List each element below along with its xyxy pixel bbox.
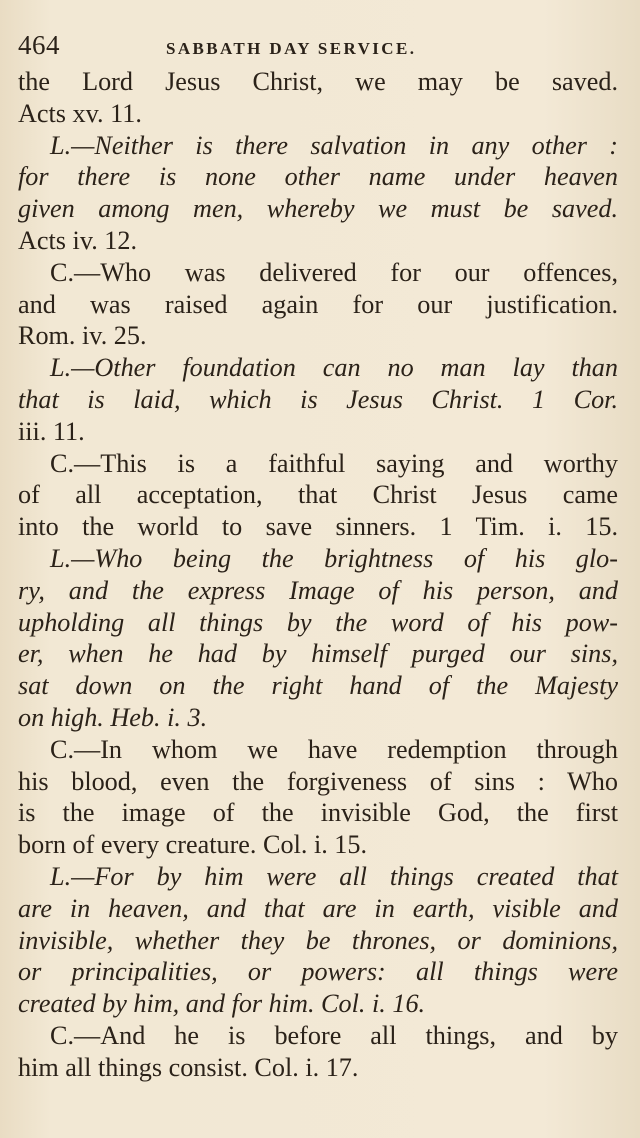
reference-line: him all things consist. Col. i. 17. — [18, 1052, 359, 1082]
text-line: the Lord Jesus Christ, we may be saved. — [18, 67, 618, 96]
text-line: sat down on the right hand of the Majesty — [18, 671, 618, 701]
text-line: C.—This is a faithful saying and worthy — [50, 448, 618, 478]
verse-congregation — [18, 448, 618, 543]
body-text — [18, 66, 618, 1084]
verse-congregation — [18, 734, 618, 861]
page-number: 464 — [18, 30, 60, 60]
verse-congregation — [18, 257, 618, 352]
text-line: his blood, even the forgiveness of sins : Who — [18, 766, 618, 796]
text-line: are in heaven, and that are in earth, visible and — [18, 893, 618, 923]
text-line: L.—For by him were all things created that — [50, 861, 618, 891]
verse-leader — [18, 130, 618, 257]
text-line: upholding all things by the word of his pow- — [18, 607, 618, 637]
running-title: SABBATH DAY SERVICE. — [166, 39, 417, 58]
text-line: L.—Other foundation can no man lay than — [50, 353, 618, 383]
text-line: for there is none other name under heaven — [18, 162, 618, 192]
text-line: is the image of the invisible God, the first — [18, 798, 618, 828]
verse-leader — [18, 861, 618, 1020]
text-line: ry, and the express Image of his person, and — [18, 575, 618, 605]
reference-line: Rom. iv. 25. — [18, 321, 147, 351]
text-line: invisible, whether they be thrones, or dominions, — [18, 925, 618, 955]
verse-congregation — [18, 1020, 618, 1084]
text-line: L.—Who being the brightness of his glo- — [50, 543, 618, 573]
text-line: of all acceptation, that Christ Jesus came — [18, 480, 618, 510]
text-line: given among men, whereby we must be saved. — [18, 194, 618, 224]
verse-leader — [18, 543, 618, 734]
text-line: into the world to save sinners. 1 Tim. i. 15. — [18, 512, 618, 542]
text-line: or principalities, or powers: all things were — [18, 957, 618, 987]
reference-line: born of every creature. Col. i. 15. — [18, 830, 368, 860]
reference-line: iii. 11. — [18, 416, 85, 446]
reference-line: created by him, and for him. Col. i. 16. — [18, 989, 426, 1019]
text-line: C.—And he is before all things, and by — [50, 1020, 618, 1050]
page-header — [18, 30, 618, 66]
verse-leader — [18, 352, 618, 447]
text-line: L.—Neither is there salvation in any other : — [50, 130, 618, 160]
verse-continuation — [18, 66, 618, 130]
text-line: that is laid, which is Jesus Christ. 1 Cor. — [18, 384, 618, 414]
reference-line: Acts iv. 12. — [18, 225, 138, 255]
text-line: C.—Who was delivered for our offences, — [50, 257, 618, 287]
reference-line: Acts xv. 11. — [18, 98, 142, 128]
text-line: C.—In whom we have redemption through — [50, 734, 618, 764]
text-line: er, when he had by himself purged our sins, — [18, 639, 618, 669]
text-line: and was raised again for our justification. — [18, 289, 618, 319]
reference-line: on high. Heb. i. 3. — [18, 702, 208, 732]
